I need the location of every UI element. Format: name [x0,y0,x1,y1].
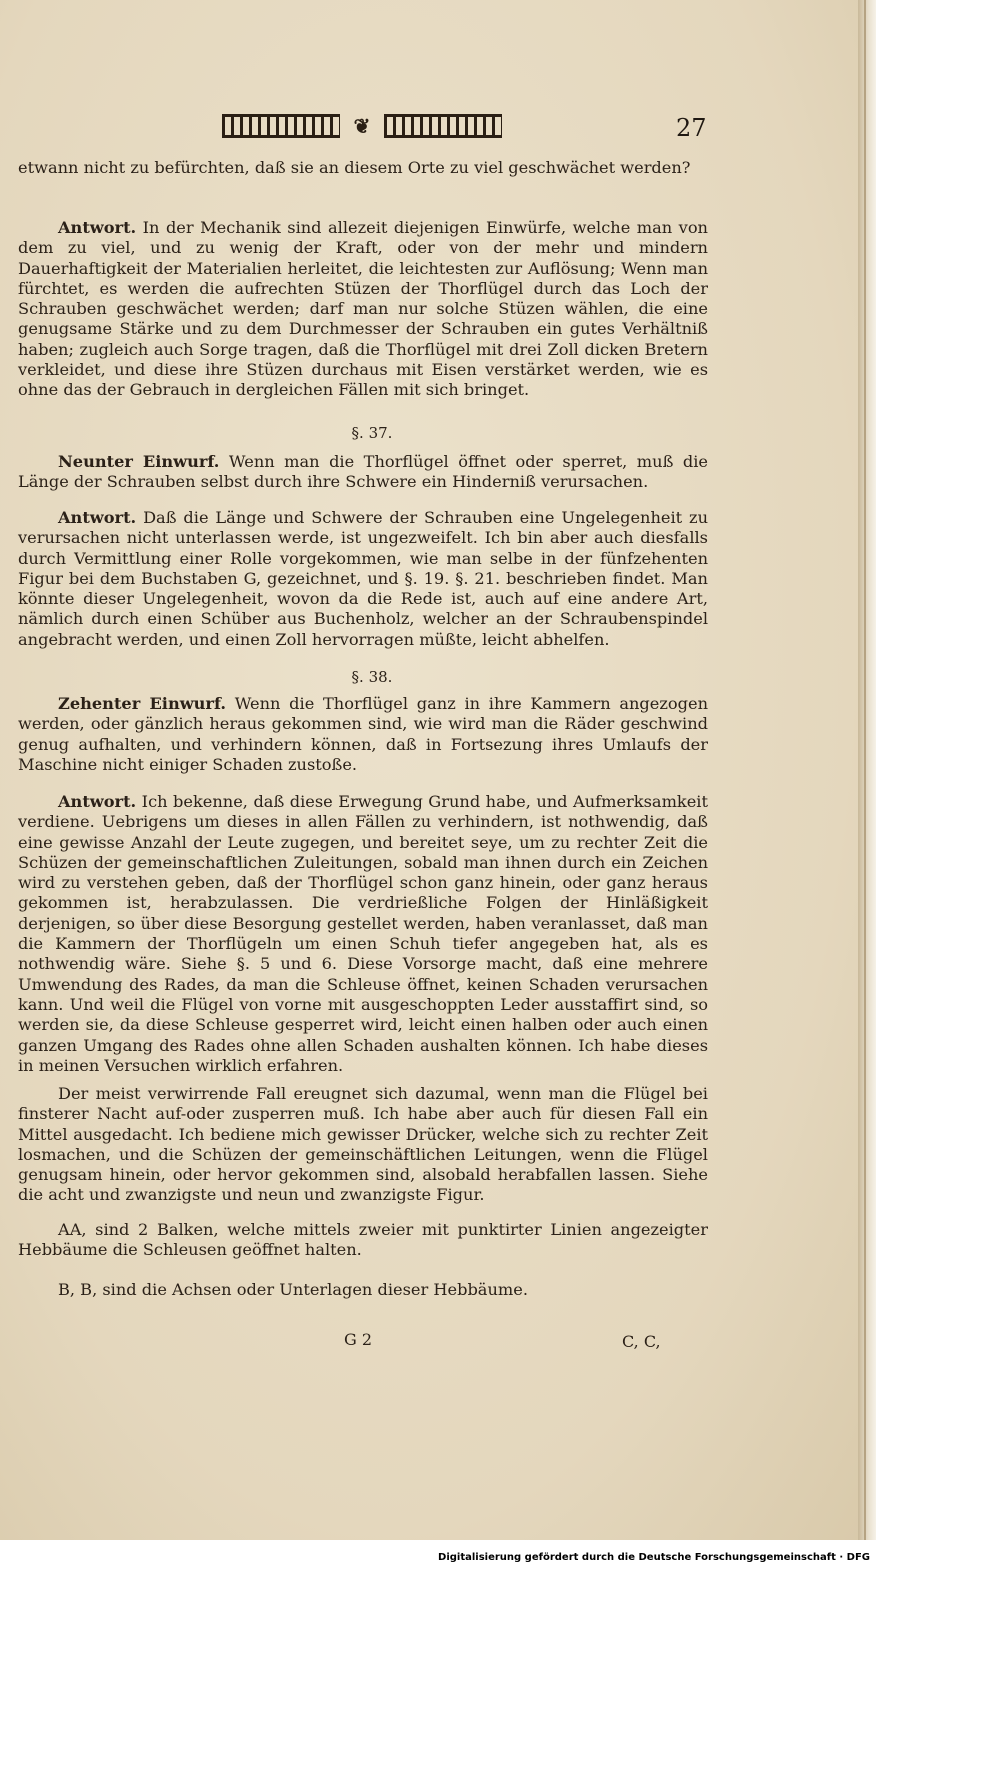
paragraph-lead: Neunter Einwurf. [58,452,220,471]
paragraph-text: Der meist verwirrende Fall ereugnet sich dazumal, wenn man die Flügel bei finsterer Nacht auf-oder zusperren muß. Ich habe aber auch für diesen Fall ein Mittel ausgedacht. Ich bediene mich gewisser Drücker, welche sich zu rechter Zeit losmachen, und die Schüzen der gemeinschäftlichen Leitungen, wenn die Flügel genugsam hinein, oder hervor gekommen sind, alsobald herabfallen lassen. Siehe die acht und zwanzigste und neun und zwanzigste Figur. [18,1084,708,1205]
paragraph-text: Daß die Länge und Schwere der Schrauben eine Ungelegenheit zu verursachen nicht unterlassen werde, ist ungezweifelt. Ich bin aber auch diesfalls durch Vermittlung einer Rolle vorgekommen, wie man selbe in der fünfzehenten Figur bei dem Buchstaben G, gezeichnet, und §. 19. §. 21. beschrieben findet. Man könnte dieser Ungelegenheit, wovon da die Rede ist, auch auf eine andere Art, nämlich durch einen Schüber aus Buchenholz, welcher an der Schraubenspindel angebracht werden, und einen Zoll hervorragen müßte, leicht abhelfen. [18,508,708,649]
paragraph-objection-10 [18,694,708,775]
paragraph-lead: Zehenter Einwurf. [58,694,226,713]
paragraph-text: In der Mechanik sind allezeit diejenigen Einwürfe, welche man von dem zu viel, und zu wenig der Kraft, oder von der mehr und mindern Dauerhaftigkeit der Materialien herleitet, die leichtesten zur Auflösung; Wenn man fürchtet, es werden die aufrechten Stüzen der Thorflügel durch das Loch der Schrauben geschwächet werden; darf man nur solche Stüzen wählen, die eine genugsame Stärke und zu dem Durchmesser der Schrauben ein gutes Verhältniß haben; zugleich auch Sorge tragen, daß die Thorflügel mit drei Zoll dicken Bretern verkleidet, und diese ihre Stüzen durchaus mit Eisen verstärket werden, wie es ohne das der Gebrauch in dergleichen Fällen mit sich bringet. [18,218,708,400]
paragraph-objection-9 [18,452,708,493]
page-edge [864,0,866,1540]
paragraph-night-case [18,1084,708,1206]
page-number: 27 [676,114,707,142]
page-edge-shadow [858,0,876,1540]
section-heading-38: §. 38. [351,668,393,686]
paragraph-lead: Antwort. [58,218,137,237]
paragraph-answer-2 [18,508,708,650]
paragraph-continuation [18,158,708,178]
paragraph-text: etwann nicht zu befürchten, daß sie an diesem Orte zu viel geschwächet werden? [18,158,691,177]
paragraph-text: AA, sind 2 Balken, welche mittels zweier mit punktirter Linien angezeigter Hebbäume die Schleusen geöffnet halten. [18,1220,708,1260]
header-ornament [222,113,502,139]
paragraph-legend-bb [18,1280,708,1300]
paragraph-text: Wenn man die Thorflügel öffnet oder sperret, muß die Länge der Schrauben selbst durch ihre Schwere ein Hinderniß verursachen. [18,452,708,492]
paragraph-text: B, B, sind die Achsen oder Unterlagen dieser Hebbäume. [58,1280,528,1299]
digitization-credit: Digitalisierung gefördert durch die Deutsche Forschungsgemeinschaft · DFG [438,1552,870,1563]
ornament-band-left [222,114,340,138]
ornament-center-icon: ❦ [353,114,371,138]
section-heading-37: §. 37. [351,424,393,442]
printer-signature: G 2 [344,1330,373,1349]
paragraph-answer-1 [18,218,708,401]
paragraph-legend-aa [18,1220,708,1261]
catchword: C, C, [622,1332,661,1351]
paragraph-answer-3 [18,792,708,1076]
paragraph-text: Wenn die Thorflügel ganz in ihre Kammern angezogen werden, oder gänzlich heraus gekommen sind, wie wird man die Räder geschwind genug aufhalten, und verhindern können, daß in Fortsezung ihres Umlaufs der Maschine nicht einiger Schaden zustoße. [18,694,708,774]
ornament-band-right [384,114,502,138]
paragraph-lead: Antwort. [58,792,137,811]
paragraph-text: Ich bekenne, daß diese Erwegung Grund habe, und Aufmerksamkeit verdiene. Uebrigens um dieses in allen Fällen zu verhindern, ist nothwendig, daß eine gewisse Anzahl der Leute zugegen, und bereitet seye, um zu rechter Zeit die Schüzen der gemeinschaftlichen Zuleitungen, sobald man ihnen durch ein Zeichen wird zu verstehen geben, daß der Thorflügel schon ganz hinein, oder ganz heraus gekommen ist, herabzulassen. Die verdrießliche Folgen der Hinläßigkeit derjenigen, so über diese Besorgung gestellet werden, haben veranlasset, daß man die Kammern der Thorflügeln um einen Schuh tiefer angegeben hat, als es nothwendig wäre. Siehe §. 5 und 6. Diese Vorsorge macht, daß eine mehrere Umwendung des Rades, da man die Schleuse öffnet, keinen Schaden verursachen kann. Und weil die Flügel von vorne mit ausgeschoppten Leder ausstaffirt sind, so werden sie, da diese Schleuse gesperret wird, leicht einen halben oder auch einen ganzen Umgang des Rades ohne allen Schaden aushalten können. Ich habe dieses in meinen Versuchen wirklich erfahren. [18,792,708,1075]
paragraph-lead: Antwort. [58,508,137,527]
